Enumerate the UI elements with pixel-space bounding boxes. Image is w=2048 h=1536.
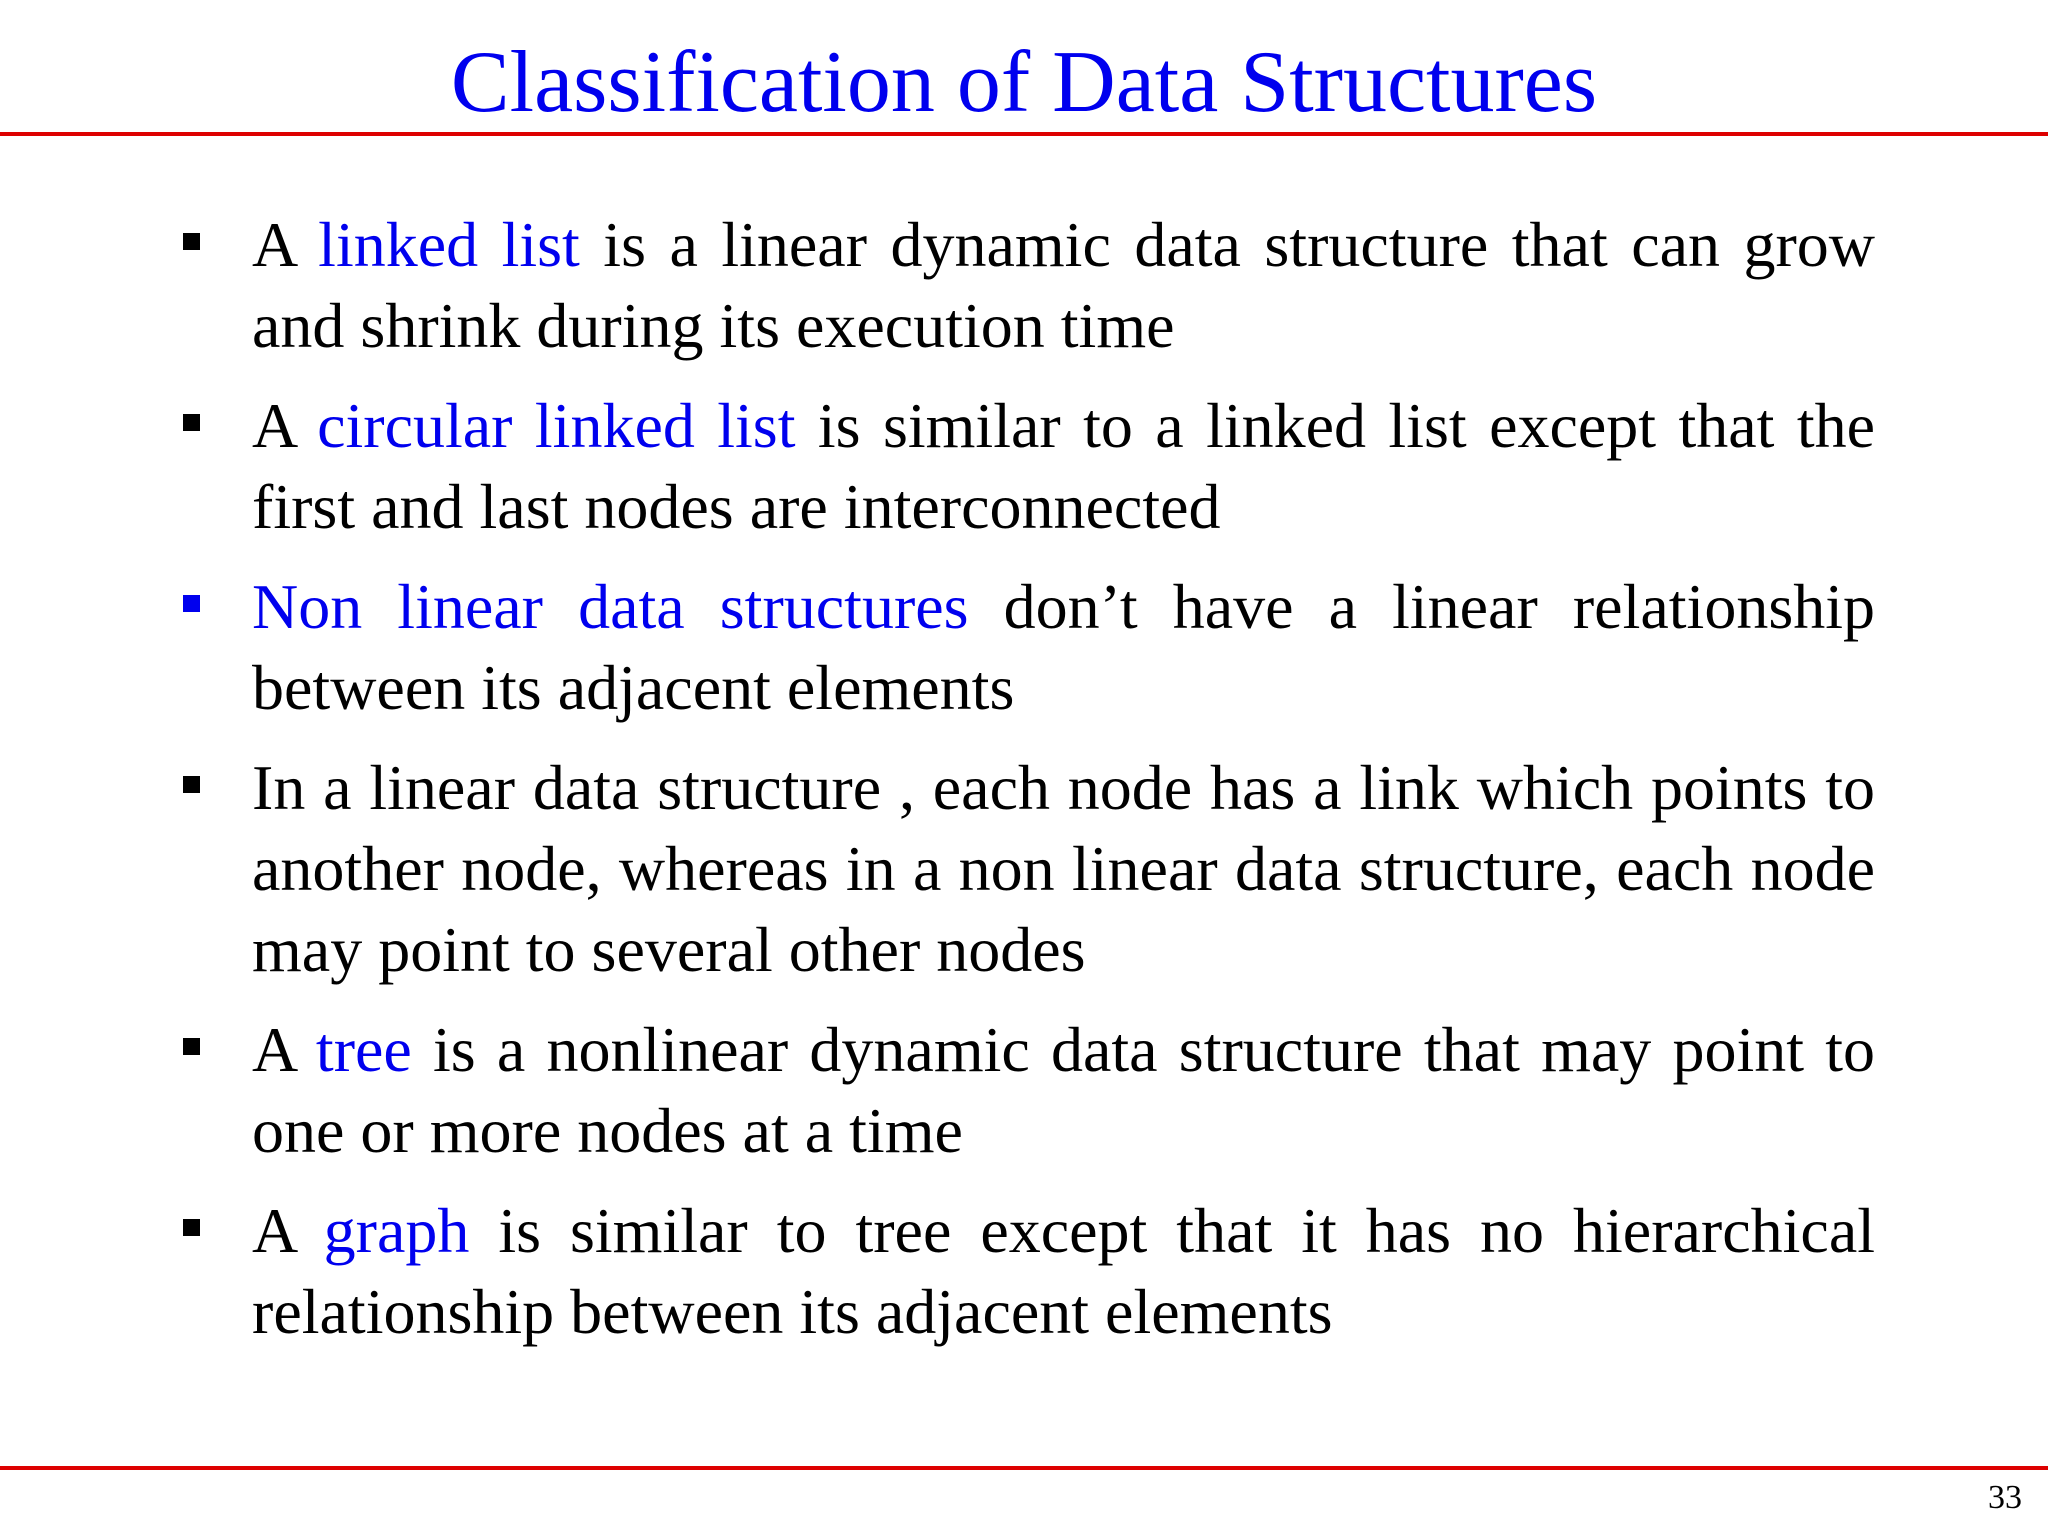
- bullet-term: graph: [323, 1195, 470, 1266]
- bullet-item-tree: [175, 1009, 1875, 1171]
- bullet-list: [175, 204, 1875, 1371]
- slide-title: Classification of Data Structures: [450, 34, 1598, 131]
- square-bullet-icon: [183, 1219, 200, 1236]
- bullet-text-before: A: [252, 209, 319, 280]
- bullet-text-after: don’t have a linear relationship between its adjacent elements: [252, 571, 1876, 723]
- bullet-text-before: A: [252, 1014, 316, 1085]
- bullet-text-before: In a linear data structure , each node has a link which points to another node, whereas in a non linear data structure, each node may point to several other nodes: [252, 752, 1875, 985]
- square-bullet-icon: [183, 1038, 200, 1055]
- title-divider: [0, 132, 2048, 136]
- bullet-item-non-linear: [175, 566, 1875, 728]
- bullet-text-after: is similar to tree except that it has no hierarchical relationship between its adjacent elements: [252, 1195, 1876, 1347]
- bullet-item-circular-linked-list: [175, 385, 1875, 547]
- bullet-item-graph: [175, 1190, 1875, 1352]
- bullet-item-linked-list: [175, 204, 1875, 366]
- bullet-text-after: is a linear dynamic data structure that can grow and shrink during its execution time: [252, 209, 1876, 361]
- bullet-text-before: A: [252, 1195, 324, 1266]
- page-number: 33: [1988, 1479, 2022, 1516]
- square-bullet-icon: [183, 414, 200, 431]
- square-bullet-icon: [183, 776, 200, 793]
- bullet-item-linear-vs-nonlinear: [175, 747, 1875, 990]
- bullet-text-before: A: [252, 390, 318, 461]
- square-bullet-icon: [183, 233, 200, 250]
- bullet-term: tree: [315, 1014, 412, 1085]
- bullet-term: circular linked list: [317, 390, 796, 461]
- bullet-term: linked list: [318, 209, 580, 280]
- bullet-text-after: is similar to a linked list except that the first and last nodes are interconnected: [252, 390, 1875, 542]
- bullet-term: Non linear data structures: [252, 571, 969, 642]
- bullet-text-after: is a nonlinear dynamic data structure that may point to one or more nodes at a time: [252, 1014, 1876, 1166]
- footer-divider: [0, 1466, 2048, 1470]
- square-bullet-icon: [183, 595, 200, 612]
